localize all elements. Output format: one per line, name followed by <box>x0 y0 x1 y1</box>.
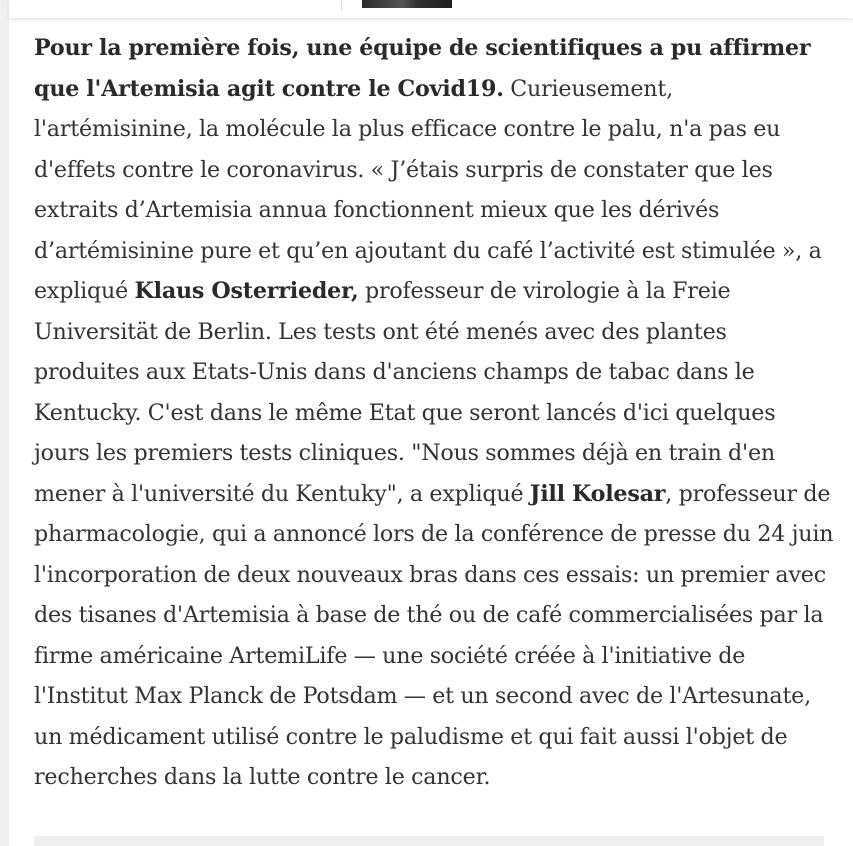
top-bar <box>9 0 853 18</box>
header-thumbnail-image[interactable] <box>362 0 452 8</box>
article-paragraph <box>34 28 834 798</box>
page <box>9 0 853 846</box>
article-text-3: , professeur de pharmacologie, qui a annoncé lors de la conférence de presse du 24 juin l'incorporation de deux nouveaux bras dans ces essais: un premier avec des tisanes d'Artemisia à base de thé ou de café commercialisées par la firme américaine ArtemiLife — une société créée à l'initiative de l'Institut Max Planck de Potsdam — et un second avec de l'Artesunate, un médicament utilisé contre le paludisme et qui fait aussi l'objet de recherches dans la lutte contre le cancer. <box>34 480 834 790</box>
person-name-klaus-osterrieder: Klaus Osterrieder, <box>134 278 359 304</box>
lead-bold-text: Pour la première fois, une équipe de scientifiques a pu affirmer que l'Artemisia agit contre le Covid19. <box>34 35 811 102</box>
article-text-2: professeur de virologie à la Freie Universität de Berlin. Les tests ont été menés avec des plantes produites aux Etats-Unis dans d'anciens champs de tabac dans le Kentucky. C'est dans le même Etat que seront lancés d'ici quelques jours les premiers tests cliniques. "Nous sommes déjà en train d'en mener à l'université du Kentuky", a expliqué <box>34 278 776 507</box>
person-name-jill-kolesar: Jill Kolesar <box>529 480 666 507</box>
top-bar-divider <box>341 0 342 10</box>
article-text-1: Curieusement, l'artémisinine, la molécule la plus efficace contre le palu, n'a pas eu d'effets contre le coronavirus. « J’étais surpris de constater que les extraits d’Artemisia annua fonctionnent mieux que les dérivés d’artémisinine pure et qu’en ajoutant du café l’activité est stimulée », a expliqué <box>34 75 822 304</box>
next-content-box <box>34 836 824 846</box>
